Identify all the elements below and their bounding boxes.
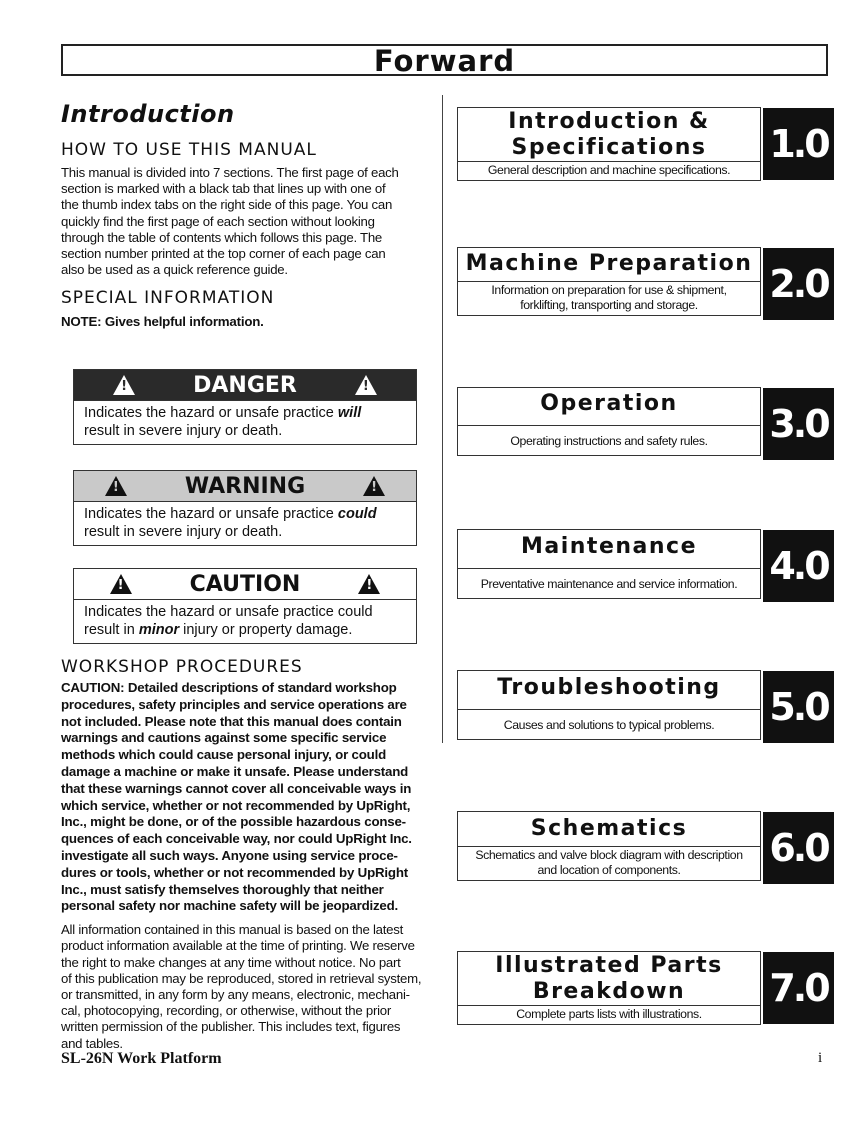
- left-column: [61, 100, 434, 331]
- text-line: methods which could cause personal injury, or could: [61, 747, 386, 763]
- text-line: CAUTION: Detailed descriptions of standard workshop: [61, 680, 397, 695]
- danger-emphasis: will: [337, 405, 362, 421]
- text-line: the thumb index tabs on the right side of this page. You can: [61, 197, 393, 213]
- caution-line2: result in: [84, 622, 139, 638]
- warning-line2: result in severe injury or death.: [84, 524, 283, 540]
- text-line: Inc., might be done, or of the possible hazardous conse-: [61, 814, 406, 830]
- danger-line1: Indicates the hazard or unsafe practice: [84, 405, 338, 421]
- section-title-line: Breakdown: [532, 979, 686, 1004]
- section-title-line: Schematics: [530, 816, 688, 841]
- warning-triangle-icon: [113, 375, 135, 395]
- section-description-line: Complete parts lists with illustrations.: [516, 1007, 702, 1021]
- warning-triangle-icon: [358, 574, 380, 594]
- how-to-use-paragraph: [61, 165, 434, 278]
- warning-triangle-icon: [105, 476, 127, 496]
- section-description-line: Schematics and valve block diagram with description: [475, 848, 743, 862]
- thumb-tab-1[interactable]: 1.0: [763, 108, 834, 180]
- caution-box: [73, 568, 417, 644]
- section-title: [458, 530, 760, 568]
- text-line: which service, whether or not recommended by UpRight,: [61, 797, 411, 813]
- page-title: Forward: [373, 44, 516, 78]
- warning-header: [74, 471, 416, 501]
- text-line: product information available at the time of printing. We reserve: [61, 938, 415, 954]
- warning-text: [74, 501, 416, 545]
- text-line: not included. Please note that this manual does contain: [61, 713, 402, 729]
- caution-line1: Indicates the hazard or unsafe practice could: [84, 604, 373, 620]
- warning-line1: Indicates the hazard or unsafe practice: [84, 506, 338, 522]
- text-line: section is marked with a black tab that lines up with one of: [61, 181, 386, 197]
- note-text: NOTE: Gives helpful information.: [61, 314, 264, 330]
- danger-header: [74, 370, 416, 400]
- text-line: Inc., must satisfy themselves thoroughly that neither: [61, 881, 384, 897]
- section-box-machine-preparation[interactable]: [457, 247, 761, 316]
- section-title-line: Maintenance: [520, 534, 697, 559]
- thumb-tab-7[interactable]: 7.0: [763, 952, 834, 1024]
- section-title-line: Specifications: [511, 135, 707, 160]
- danger-line2: result in severe injury or death.: [84, 423, 283, 439]
- section-title-line: Operation: [540, 391, 678, 416]
- section-description-line: Information on preparation for use & shipment,: [491, 283, 727, 297]
- warning-box: [73, 470, 417, 546]
- text-line: the right to make changes at any time without notice. No part: [61, 954, 401, 970]
- section-description: [458, 709, 760, 739]
- text-line: also be used as a quick reference guide.: [61, 262, 288, 278]
- text-line: This manual is divided into 7 sections. The first page of each: [61, 165, 399, 180]
- text-line: procedures, safety principles and service operations are: [61, 696, 407, 712]
- warning-emphasis: could: [337, 506, 377, 522]
- section-title: [458, 671, 760, 709]
- section-box-troubleshooting[interactable]: [457, 670, 761, 740]
- section-title-line: Machine Preparation: [465, 251, 753, 276]
- page-title-box: [61, 44, 828, 76]
- section-box-illustrated-parts-breakdown[interactable]: [457, 951, 761, 1025]
- section-title: [458, 952, 760, 1005]
- workshop-paragraph: [61, 680, 434, 915]
- section-title: [458, 248, 760, 281]
- section-title: [458, 108, 760, 161]
- text-line: that these warnings cannot cover all conceivable ways in: [61, 780, 412, 796]
- section-description-line: Preventative maintenance and service information.: [480, 577, 738, 591]
- section-description-line: Operating instructions and safety rules.: [510, 434, 708, 448]
- caution-label: CAUTION: [189, 571, 301, 597]
- how-to-use-heading: HOW TO USE THIS MANUAL: [61, 140, 317, 160]
- thumb-tab-2[interactable]: 2.0: [763, 248, 834, 320]
- information-paragraph: [61, 922, 434, 1052]
- section-title: [458, 812, 760, 846]
- section-box-maintenance[interactable]: [457, 529, 761, 599]
- thumb-tab-3[interactable]: 3.0: [763, 388, 834, 460]
- thumb-tab-6[interactable]: 6.0: [763, 812, 834, 884]
- introduction-heading: Introduction: [61, 100, 235, 128]
- warning-label: WARNING: [184, 473, 306, 499]
- text-line: section number printed at the top corner of each page can: [61, 246, 386, 262]
- footer-page-number: i: [818, 1050, 823, 1066]
- section-box-operation[interactable]: [457, 387, 761, 456]
- danger-text: [74, 400, 416, 444]
- caution-header: [74, 569, 416, 599]
- text-line: warnings and cautions against some specific service: [61, 730, 387, 746]
- text-line: cal, photocopying, recording, or otherwise, without the prior: [61, 1003, 392, 1019]
- danger-label: DANGER: [193, 372, 297, 398]
- caution-text: [74, 599, 416, 643]
- text-line: dures or tools, whether or not recommended by UpRight: [61, 864, 408, 880]
- section-description: [458, 846, 760, 880]
- section-description-line: forklifting, transporting and storage.: [520, 298, 698, 312]
- section-box-introduction-specifications[interactable]: [457, 107, 761, 181]
- text-line: and tables.: [61, 1035, 123, 1051]
- text-line: All information contained in this manual is based on the latest: [61, 922, 403, 938]
- section-title-line: Introduction &: [508, 109, 710, 134]
- thumb-tab-5[interactable]: 5.0: [763, 671, 834, 743]
- text-line: of this publication may be reproduced, stored in retrieval system,: [61, 970, 422, 986]
- text-line: through the table of contents which follows this page. The: [61, 229, 383, 245]
- column-divider: [442, 95, 443, 743]
- text-line: personal safety nor machine safety will be jeopardized.: [61, 898, 399, 914]
- footer-product-name: SL-26N Work Platform: [61, 1050, 222, 1067]
- section-description: [458, 568, 760, 598]
- warning-triangle-icon: [110, 574, 132, 594]
- text-line: or transmitted, in any form by any means, electronic, mechani-: [61, 986, 410, 1002]
- section-description: [458, 425, 760, 455]
- workshop-procedures-heading: WORKSHOP PROCEDURES: [61, 657, 303, 677]
- danger-box: [73, 369, 417, 445]
- section-description-line: Causes and solutions to typical problems.: [503, 718, 715, 732]
- section-description: [458, 281, 760, 315]
- text-line: quickly find the first page of each section without looking: [61, 213, 375, 229]
- section-description-line: and location of components.: [537, 863, 681, 877]
- text-line: damage a machine or make it unsafe. Please understand: [61, 763, 409, 779]
- caution-emphasis: minor: [138, 622, 180, 638]
- caution-line2-end: injury or property damage.: [179, 622, 353, 638]
- section-description: [458, 161, 760, 180]
- section-box-schematics[interactable]: [457, 811, 761, 881]
- thumb-tab-4[interactable]: 4.0: [763, 530, 834, 602]
- special-information-heading: SPECIAL INFORMATION: [61, 288, 275, 309]
- section-description-line: General description and machine specifications.: [487, 163, 731, 177]
- section-description: [458, 1005, 760, 1024]
- warning-triangle-icon: [363, 476, 385, 496]
- section-title-line: Troubleshooting: [497, 675, 721, 700]
- text-line: investigate all such ways. Anyone using service proce-: [61, 847, 398, 863]
- warning-triangle-icon: [355, 375, 377, 395]
- text-line: quences of each conceivable way, nor could UpRight Inc.: [61, 831, 412, 847]
- section-title-line: Illustrated Parts: [495, 953, 723, 978]
- workshop-section: [61, 657, 434, 1052]
- text-line: written permission of the publisher. This includes text, figures: [61, 1019, 401, 1035]
- section-title: [458, 388, 760, 425]
